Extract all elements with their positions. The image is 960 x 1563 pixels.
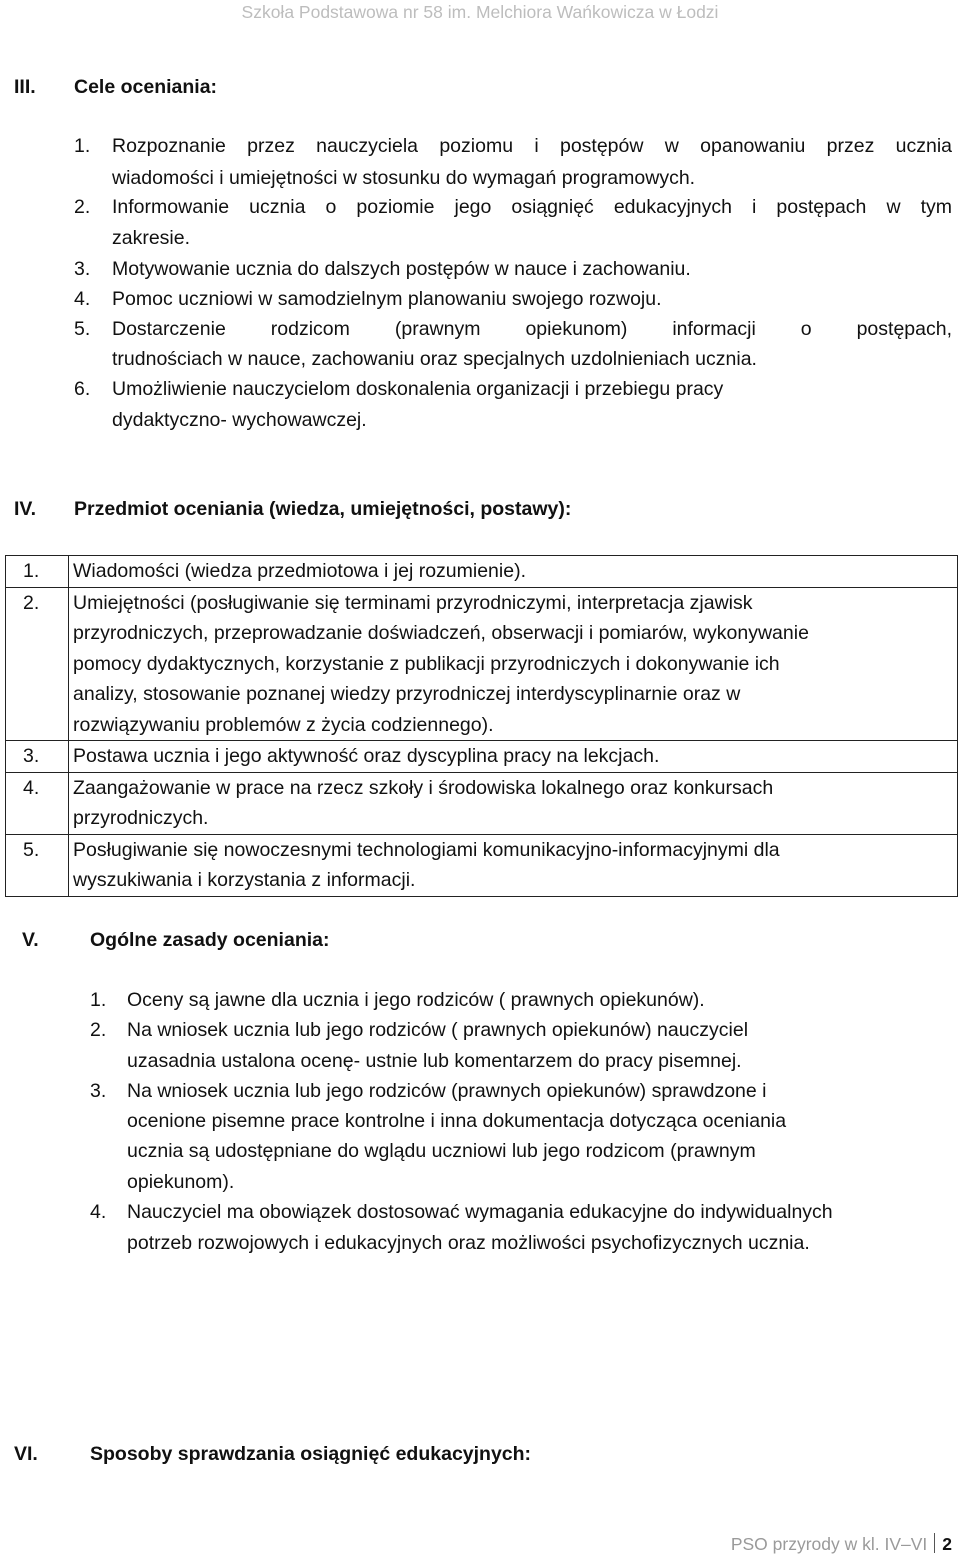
page-footer (731, 1533, 952, 1555)
table-row (6, 834, 958, 896)
list-item-text: opiekunom). (127, 1171, 235, 1193)
list-item-text: dydaktyczno- wychowawczej. (112, 409, 367, 431)
table-cell-number: 1. (6, 556, 69, 588)
list-item-text: Na wniosek ucznia lub jego rodziców (prawnych opiekunów) sprawdzone i (127, 1080, 767, 1102)
table-cell-line: przyrodniczych. (73, 807, 209, 829)
footer-separator (934, 1533, 935, 1553)
table-cell-number: 4. (6, 772, 69, 834)
list-item-number: 3. (74, 258, 91, 280)
table-row (6, 772, 958, 834)
table-cell-line: pomocy dydaktycznych, korzystanie z publikacji przyrodniczych i dokonywanie ich (73, 652, 780, 675)
list-item-text: ucznia są udostępniane do wglądu uczniowi lub jego rodzicom (prawnym (127, 1140, 756, 1162)
table-row (6, 741, 958, 773)
list-item-text: Na wniosek ucznia lub jego rodziców ( prawnych opiekunów) nauczyciel (127, 1019, 749, 1041)
section-3-title: Cele oceniania: (74, 76, 218, 98)
section-4-number: IV. (14, 498, 37, 520)
list-item-text: Nauczyciel ma obowiązek dostosować wymagania edukacyjne do indywidualnych (127, 1201, 833, 1223)
table-row (6, 556, 958, 588)
list-item-text: Rozpoznanie przez nauczyciela poziomu i postępów w opanowaniu przez ucznia (112, 135, 952, 157)
list-item-number: 1. (90, 989, 107, 1011)
list-item-text: uzasadnia ustalona ocenę- ustnie lub komentarzem do pracy pisemnej. (127, 1050, 742, 1072)
list-item-text: Informowanie ucznia o poziomie jego osiągnięć edukacyjnych i postępach w tym (112, 196, 952, 218)
list-item-text: potrzeb rozwojowych i edukacyjnych oraz możliwości psychofizycznych ucznia. (127, 1232, 810, 1254)
table-cell-line: wyszukiwania i korzystania z informacji. (73, 869, 416, 891)
list-item-text: Motywowanie ucznia do dalszych postępów w nauce i zachowaniu. (112, 258, 691, 280)
table-cell-line: Posługiwanie się nowoczesnymi technologiami komunikacyjno-informacyjnymi dla (73, 838, 780, 861)
table-cell-line: Postawa ucznia i jego aktywność oraz dyscyplina pracy na lekcjach. (73, 745, 660, 767)
list-item-number: 2. (74, 196, 91, 218)
list-item-number: 5. (74, 318, 91, 340)
section-5-title: Ogólne zasady oceniania: (90, 929, 330, 951)
table-cell-text (69, 772, 958, 834)
list-item-text: ocenione pisemne prace kontrolne i inna dokumentacja dotycząca oceniania (127, 1110, 787, 1132)
list-item-number: 3. (90, 1080, 107, 1102)
table-cell-line: analizy, stosowanie poznanej wiedzy przyrodniczej interdyscyplinarnie oraz w (73, 683, 741, 705)
assessment-subject-table (5, 555, 958, 897)
table-cell-line: Umiejętności (posługiwanie się terminami przyrodniczymi, interpretacja zjawisk (73, 591, 753, 614)
list-item-number: 4. (74, 288, 91, 310)
list-item-text: trudnościach w nauce, zachowaniu oraz specjalnych uzdolnieniach ucznia. (112, 348, 757, 370)
page-number: 2 (942, 1534, 952, 1554)
list-item-text: zakresie. (112, 227, 191, 249)
list-item-text: Dostarczenie rodzicom (prawnym opiekunom) informacji o postępach, (112, 318, 952, 340)
list-item-number: 2. (90, 1019, 107, 1041)
table-row (6, 587, 958, 741)
table-cell-text (69, 556, 958, 588)
table-cell-line: Wiadomości (wiedza przedmiotowa i jej rozumienie). (73, 560, 526, 582)
section-4-title: Przedmiot oceniania (wiedza, umiejętności, postawy): (74, 498, 572, 520)
list-item-text: Pomoc uczniowi w samodzielnym planowaniu swojego rozwoju. (112, 288, 662, 310)
list-item-text: Umożliwienie nauczycielom doskonalenia organizacji i przebiegu pracy (112, 378, 724, 400)
list-item-text: Oceny są jawne dla ucznia i jego rodziców ( prawnych opiekunów). (127, 989, 705, 1011)
table-cell-number: 3. (6, 741, 69, 773)
list-item-number: 6. (74, 378, 91, 400)
section-6-title: Sposoby sprawdzania osiągnięć edukacyjnych: (90, 1443, 532, 1465)
table-cell-line: przyrodniczych, przeprowadzanie doświadczeń, obserwacji i pomiarów, wykonywanie (73, 622, 809, 644)
table-cell-number: 5. (6, 834, 69, 896)
table-cell-number: 2. (6, 587, 69, 741)
table-cell-line: rozwiązywaniu problemów z życia codziennego). (73, 713, 494, 736)
section-6-number: VI. (14, 1443, 38, 1465)
table-cell-text (69, 587, 958, 741)
section-5-number: V. (22, 929, 39, 951)
table-cell-line: Zaangażowanie w prace na rzecz szkoły i środowiska lokalnego oraz konkursach (73, 776, 774, 799)
list-item-number: 4. (90, 1201, 107, 1223)
table-cell-text (69, 834, 958, 896)
table-cell-text (69, 741, 958, 773)
footer-document-title: PSO przyrody w kl. IV–VI (730, 1534, 928, 1554)
page-header: Szkoła Podstawowa nr 58 im. Melchiora Wańkowicza w Łodzi (241, 2, 719, 22)
list-item-text: wiadomości i umiejętności w stosunku do wymagań programowych. (112, 167, 696, 189)
list-item-number: 1. (74, 135, 91, 157)
section-3-number: III. (14, 76, 36, 98)
